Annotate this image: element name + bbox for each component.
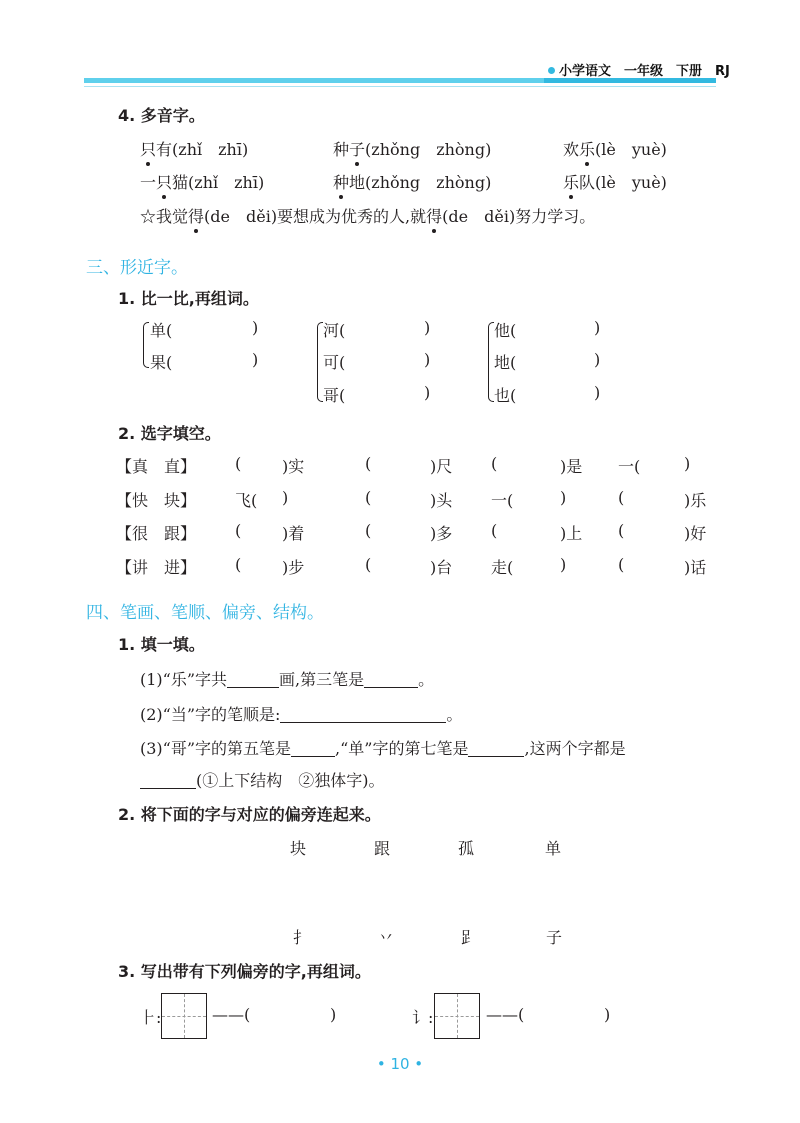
fill-row-cell[interactable]: ( — [618, 521, 625, 540]
fill-row-cell[interactable]: )台 — [430, 558, 453, 577]
fill-row-cell[interactable]: ( — [235, 454, 242, 473]
q4-row2-col2: 种地(zhǒng zhòng) — [333, 173, 492, 192]
section-3-title: 三、形近字。 — [86, 258, 188, 278]
fill-row-cell[interactable]: )多 — [430, 524, 453, 543]
blank[interactable] — [364, 687, 418, 688]
group1-item1: 单( — [150, 321, 173, 340]
fill-row-cell[interactable]: ( — [365, 454, 372, 473]
q4-row2-col3: 乐队(lè yuè) — [563, 173, 667, 192]
radical-2-label: 讠: — [412, 1008, 434, 1027]
fill-row-cell[interactable]: )上 — [560, 524, 583, 543]
group2-close1: ) — [424, 318, 431, 337]
sec4-line2: (2)“当”字的笔顺是: 。 — [140, 705, 463, 724]
radical-2-dash: ——( — [486, 1005, 525, 1024]
fill-row-label: 【快 块】 — [116, 491, 197, 510]
blank[interactable] — [280, 722, 446, 723]
fill-row-cell[interactable]: )实 — [282, 457, 305, 476]
fill-row-cell[interactable]: 飞( — [235, 491, 258, 510]
group3-item1: 他( — [494, 321, 517, 340]
fill-row-cell[interactable]: )话 — [684, 558, 707, 577]
group3-item2: 地( — [494, 353, 517, 372]
page-number: • 10 • — [376, 1055, 424, 1073]
fill-row-cell[interactable]: ( — [365, 521, 372, 540]
match-char-4[interactable]: 单 — [545, 839, 562, 858]
sec4-q1-title: 1. 填一填。 — [118, 635, 205, 654]
section-4-title: 四、笔画、笔顺、偏旁、结构。 — [86, 603, 324, 623]
q4-row1-col2: 种子(zhǒng zhòng) — [333, 140, 492, 159]
radical-1-close: ) — [330, 1005, 337, 1024]
group3-item3: 也( — [494, 386, 517, 405]
writing-grid-2[interactable] — [434, 993, 480, 1039]
group2-close3: ) — [424, 383, 431, 402]
sec4-line1: (1)“乐”字共 画,第三笔是 。 — [140, 670, 435, 689]
blank[interactable] — [291, 756, 335, 757]
match-char-3[interactable]: 孤 — [458, 839, 475, 858]
sec4-q3-title: 3. 写出带有下列偏旁的字,再组词。 — [118, 962, 371, 981]
sec4-line3: (3)“哥”字的第五笔是 ,“单”字的第七笔是 ,这两个字都是 — [140, 739, 626, 758]
header-title: 小学语文 一年级 下册 RJ — [548, 60, 730, 79]
fill-row-label: 【讲 进】 — [116, 558, 197, 577]
fill-row-label: 【很 跟】 — [116, 524, 197, 543]
fill-row-cell[interactable]: )头 — [430, 491, 453, 510]
fill-row-cell[interactable]: ( — [491, 521, 498, 540]
match-radical-3[interactable]: 𧾷 — [461, 928, 478, 947]
group2-close2: ) — [424, 350, 431, 369]
q4-row2-col1: 一只猫(zhǐ zhī) — [140, 173, 265, 192]
q4-row1-col3: 欢乐(lè yuè) — [563, 140, 667, 159]
match-radical-2[interactable]: 丷 — [378, 928, 395, 947]
group3-close3: ) — [594, 383, 601, 402]
fill-row-cell[interactable]: ( — [618, 555, 625, 574]
fill-row-cell[interactable]: )尺 — [430, 457, 453, 476]
q4-star-line: ☆我觉得(de děi)要想成为优秀的人,就得(de děi)努力学习。 — [140, 207, 596, 226]
header-line — [84, 86, 716, 87]
fill-row-cell[interactable]: ( — [235, 521, 242, 540]
fill-row-label: 【真 直】 — [116, 457, 197, 476]
sec4-q2-title: 2. 将下面的字与对应的偏旁连起来。 — [118, 805, 381, 824]
fill-row-cell[interactable]: )着 — [282, 524, 305, 543]
blank[interactable] — [227, 687, 279, 688]
blank[interactable] — [140, 788, 196, 789]
group2-item1: 河( — [323, 321, 346, 340]
radical-1-dash: ——( — [212, 1005, 251, 1024]
sec4-line4: (①上下结构 ②独体字)。 — [140, 768, 385, 791]
fill-row-cell[interactable]: )乐 — [684, 491, 707, 510]
fill-row-cell[interactable]: ) — [282, 488, 289, 507]
q4-title: 4. 多音字。 — [118, 106, 205, 125]
fill-row-cell[interactable]: ( — [235, 555, 242, 574]
writing-grid-1[interactable] — [161, 993, 207, 1039]
match-radical-1[interactable]: 扌 — [293, 928, 310, 947]
group3-close1: ) — [594, 318, 601, 337]
match-char-1[interactable]: 块 — [290, 839, 307, 858]
fill-row-cell[interactable]: )好 — [684, 524, 707, 543]
fill-row-cell[interactable]: 一( — [491, 491, 514, 510]
group3-close2: ) — [594, 350, 601, 369]
bullet-icon — [548, 67, 555, 74]
fill-row-cell[interactable]: ) — [560, 488, 567, 507]
radical-2-close: ) — [604, 1005, 611, 1024]
fill-row-cell[interactable]: ) — [684, 454, 691, 473]
radical-1-label: ⺊: — [140, 1008, 162, 1027]
fill-row-cell[interactable]: 一( — [618, 457, 641, 476]
q4-row1-col1: 只有(zhǐ zhī) — [140, 140, 249, 159]
group2-item2: 可( — [323, 353, 346, 372]
sec3-q1-title: 1. 比一比,再组词。 — [118, 289, 259, 308]
sec3-q2-title: 2. 选字填空。 — [118, 424, 221, 443]
fill-row-cell[interactable]: ( — [365, 488, 372, 507]
fill-row-cell[interactable]: )步 — [282, 558, 305, 577]
fill-row-cell[interactable]: ( — [491, 454, 498, 473]
match-radical-4[interactable]: 子 — [546, 928, 563, 947]
blank[interactable] — [468, 756, 524, 757]
fill-row-cell[interactable]: ) — [560, 555, 567, 574]
match-char-2[interactable]: 跟 — [374, 839, 391, 858]
fill-row-cell[interactable]: 走( — [491, 558, 514, 577]
group1-item2: 果( — [150, 353, 173, 372]
group2-item3: 哥( — [323, 386, 346, 405]
group1-close1: ) — [252, 318, 259, 337]
brace-1 — [143, 322, 149, 368]
fill-row-cell[interactable]: ( — [618, 488, 625, 507]
group1-close2: ) — [252, 350, 259, 369]
fill-row-cell[interactable]: )是 — [560, 457, 583, 476]
fill-row-cell[interactable]: ( — [365, 555, 372, 574]
